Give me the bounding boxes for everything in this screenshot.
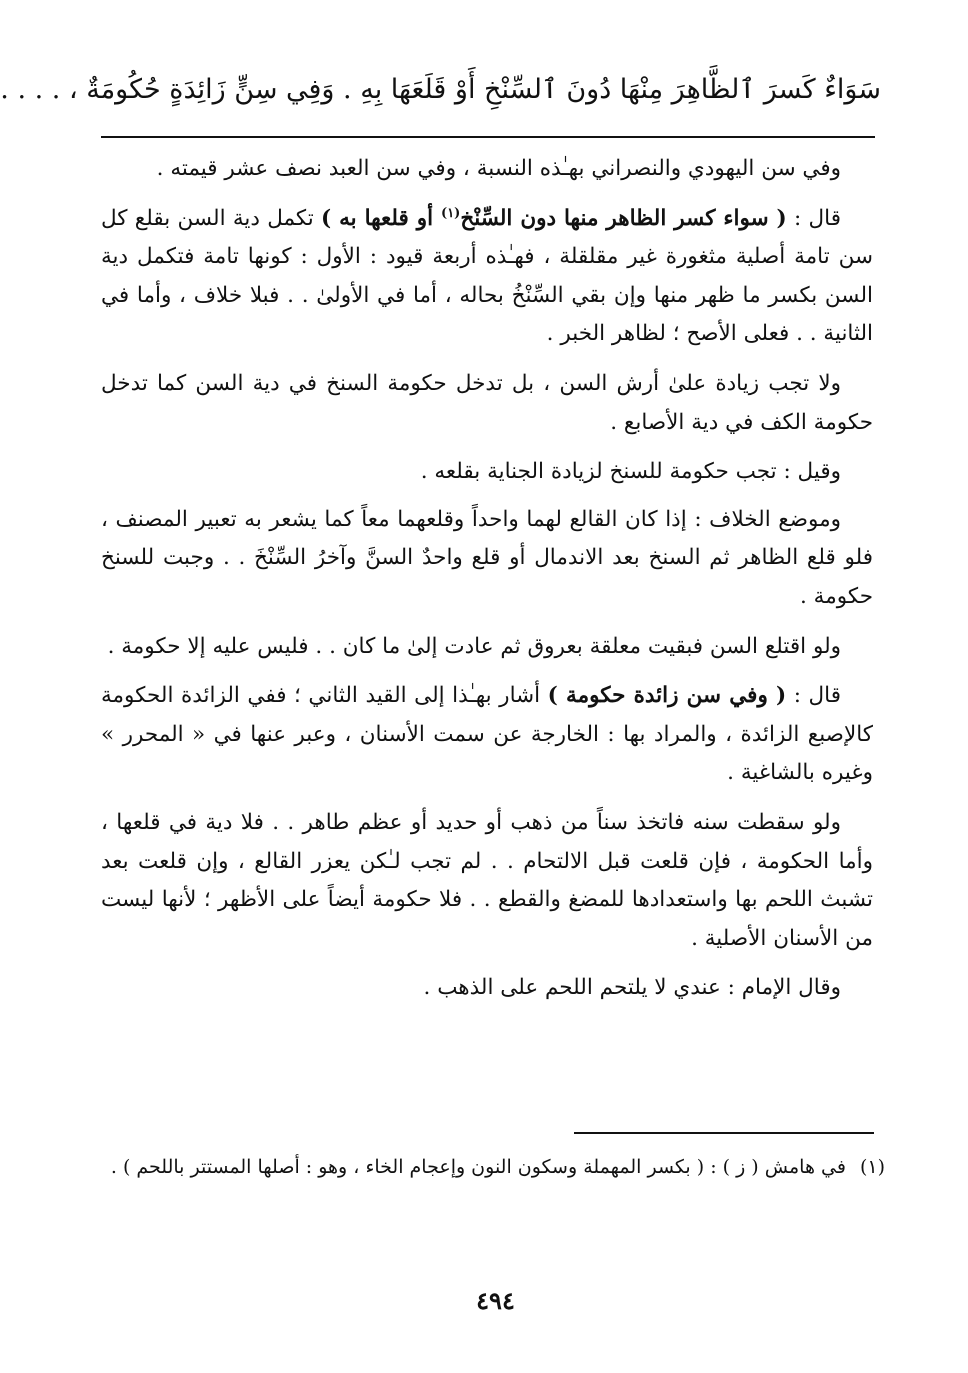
paragraph-4: وقيل : تجب حكومة للسنخ لزيادة الجناية بقلعه . [420, 459, 841, 485]
paragraph-3: ولا تجب زيادة علىٰ أرش السن ، بل تدخل حكومة السنخ في دية السن كما تدخل حكومة الكف في دية الأصابع . [101, 370, 873, 435]
footnote [105, 1150, 885, 1184]
paragraph-7 [101, 677, 873, 793]
quoted-matn: ( سواء كسر الظاهر منها دون السِّنْخ$^{(١)}$ أو قلعها به ) [321, 205, 787, 231]
matn-divider [101, 136, 875, 138]
qala-label-2: قال : [793, 683, 842, 709]
paragraph-6: ولو اقتلع السن فبقيت معلقة بعروق ثم عادت إلىٰ ما كان . . فليس عليه إلا حكومة . [107, 633, 841, 659]
qala-label: قال : [794, 205, 841, 231]
matn-line: سَوَاءٌ كَسرَ ٱلظَّاهِرَ مِنْهَا دُونَ ٱلسِّنْخِ أَوْ قَلَعَهَا بِهِ . وَفِي سِنٍّ زَائِدَةٍ حُكُومَةٌ ، . . . . [0, 74, 881, 105]
paragraph-7-text: أشار بهـٰذا إلى القيد الثاني ؛ ففي الزائدة الحكومة كالإصبع الزائدة ، والمراد بها : الخارجة عن سمت الأسنان ، وعبر عنها في « المحرر » وغيره بالشاغية . [101, 683, 873, 786]
footnote-reference: (١) [441, 205, 461, 221]
quoted-matn-2: ( وفي سن زائدة حكومة ) [547, 683, 787, 709]
paragraph-2 [101, 200, 873, 354]
footnote-divider [574, 1132, 874, 1134]
page-number: ٤٩٤ [476, 1286, 515, 1315]
paragraph-2-text: تكمل دية السن بقلع كل سن تامة أصلية مثغورة غير مقلقلة ، فهـٰذه أربعة قيود : الأول : كونها تامة فتكمل دية السن بكسر ما ظهر منها وإن بقي السِّنْخُ بحاله ، أما في الأولىٰ . . فبلا خلاف ، وأما في الثانية . . فعلى الأصح ؛ لظاهر الخبر . [101, 205, 873, 347]
footnote-text: في هامش ( ز ) : ( بكسر المهملة وسكون النون وإعجام الخاء ، وهو : أصلها المستتر باللحم ) . [110, 1156, 846, 1178]
paragraph-9: وقال الإمام : عندي لا يلتحم اللحم على الذهب . [423, 975, 841, 1001]
footnote-number: (١) [859, 1156, 885, 1178]
paragraph-8: ولو سقطت سنه فاتخذ سناً من ذهب أو حديد أو عظم طاهر . . فلا دية في قلعها ، وأما الحكومة ، فإن قلعت قبل الالتحام . . لم تجب لـٰكن يعزر القالع ، وإن قلعت بعد تشبث اللحم بها واستعدادها للمضغ والقطع . . فلا حكومة أيضاً على الأظهر ؛ لأنها ليست من الأسنان الأصلية . [101, 809, 873, 951]
paragraph-5: وموضع الخلاف : إذا كان القالع لهما واحداً وقلعهما معاً كما يشعر به تعبير المصنف ، فلو قلع الظاهر ثم السنخ بعد الاندمال أو قلع واحدٌ السنَّ وآخرُ السِّنْخَ . . وجبت للسنخ حكومة . [101, 506, 873, 609]
commentary-body [101, 150, 873, 1019]
paragraph-1: وفي سن اليهودي والنصراني بهـٰذه النسبة ، وفي سن العبد نصف عشر قيمته . [156, 156, 841, 181]
